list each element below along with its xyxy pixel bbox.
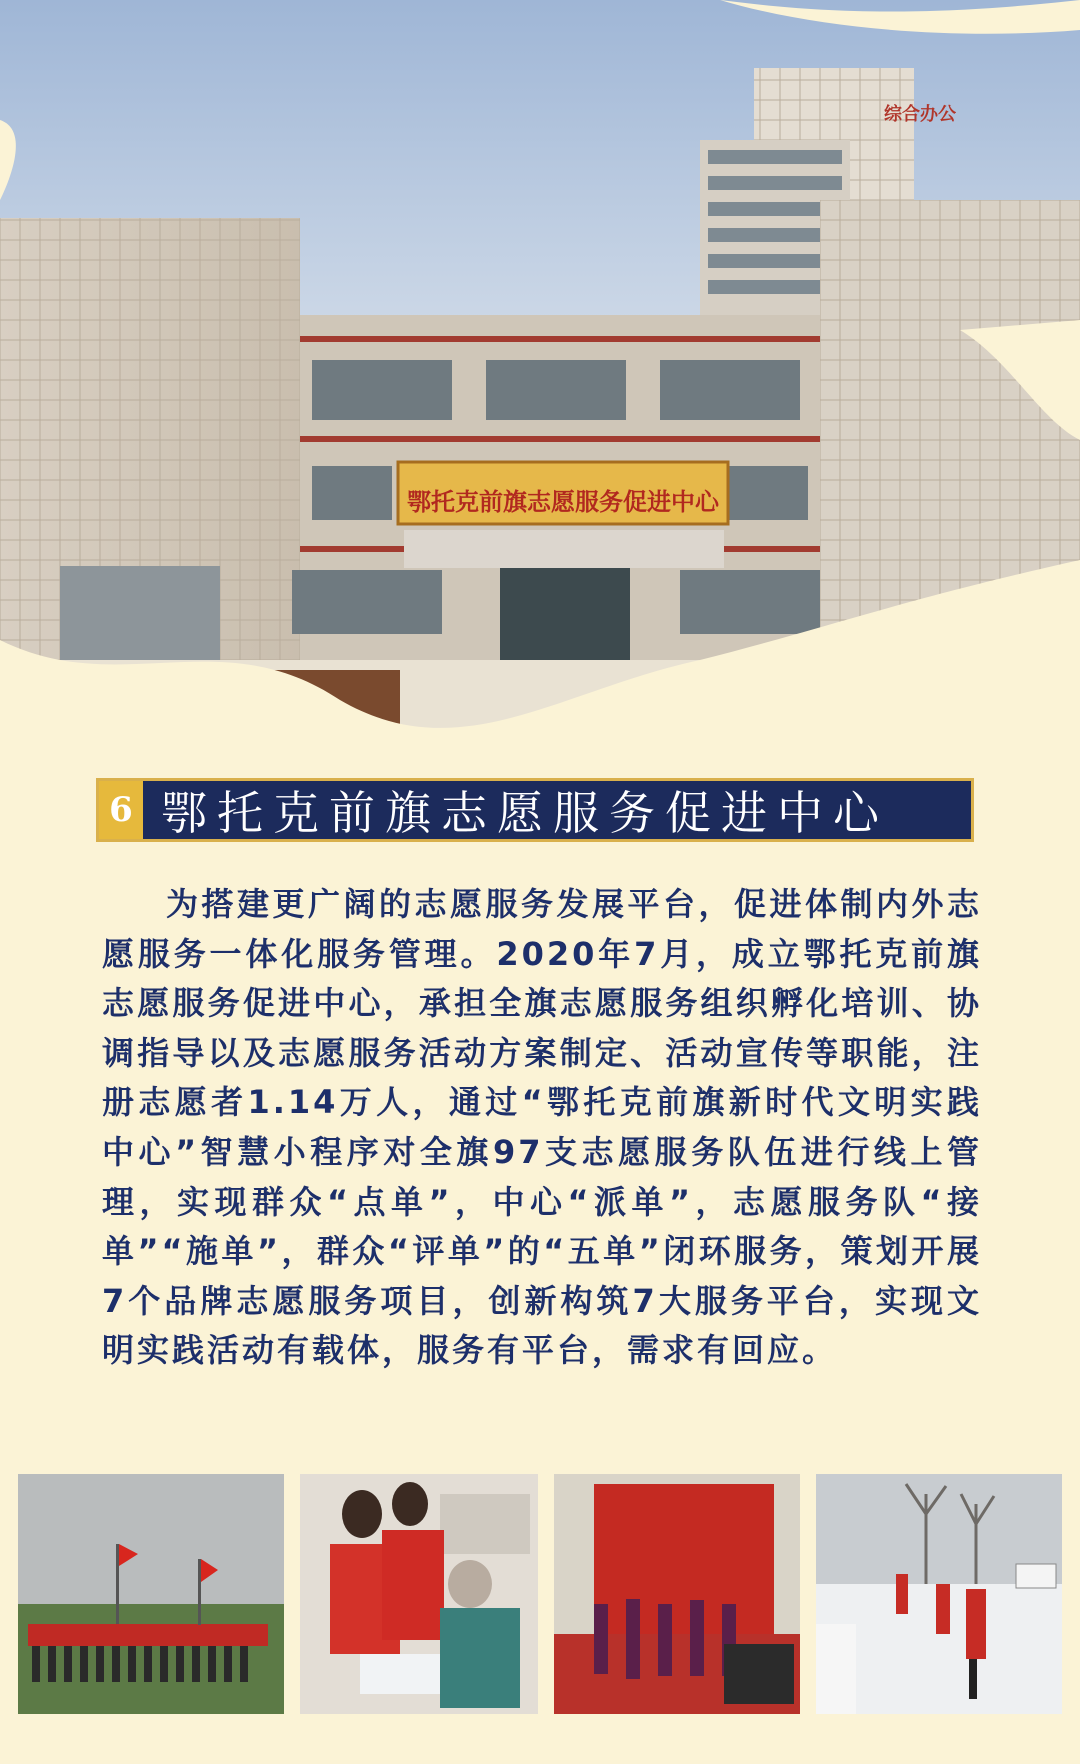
- photo-strip: [18, 1474, 1062, 1714]
- body-paragraph: 为搭建更广阔的志愿服务发展平台，促进体制内外志愿服务一体化服务管理。2020年7月，成立鄂托克前旗志愿服务促进中心，承担全旗志愿服务组织孵化培训、协调指导以及志愿服务活动方案制定、活动宣传等职能，注册志愿者1.14万人，通过“鄂托克前旗新时代文明实践中心”智慧小程序对全旗97支志愿服务队伍进行线上管理，实现群众“点单”，中心“派单”，志愿服务队“接单”“施单”，群众“评单”的“五单”闭环服务，策划开展7个品牌志愿服务项目，创新构筑7大服务平台，实现文明实践活动有载体，服务有平台，需求有回应。: [102, 885, 982, 1370]
- photo-volunteers-elderly: [300, 1474, 538, 1714]
- section-title-bar: [96, 778, 974, 842]
- section-title: 鄂托克前旗志愿服务促进中心: [161, 786, 889, 840]
- building-sign: 鄂托克前旗志愿服务促进中心: [407, 488, 719, 516]
- hero-photo: [0, 0, 1080, 770]
- photo-stage-performance: [554, 1474, 800, 1714]
- photo-volunteer-group: [18, 1474, 284, 1714]
- section-number: 6: [99, 781, 143, 839]
- tower-sign: 综合办公: [884, 104, 956, 125]
- photo-snow-clearing: [816, 1474, 1062, 1714]
